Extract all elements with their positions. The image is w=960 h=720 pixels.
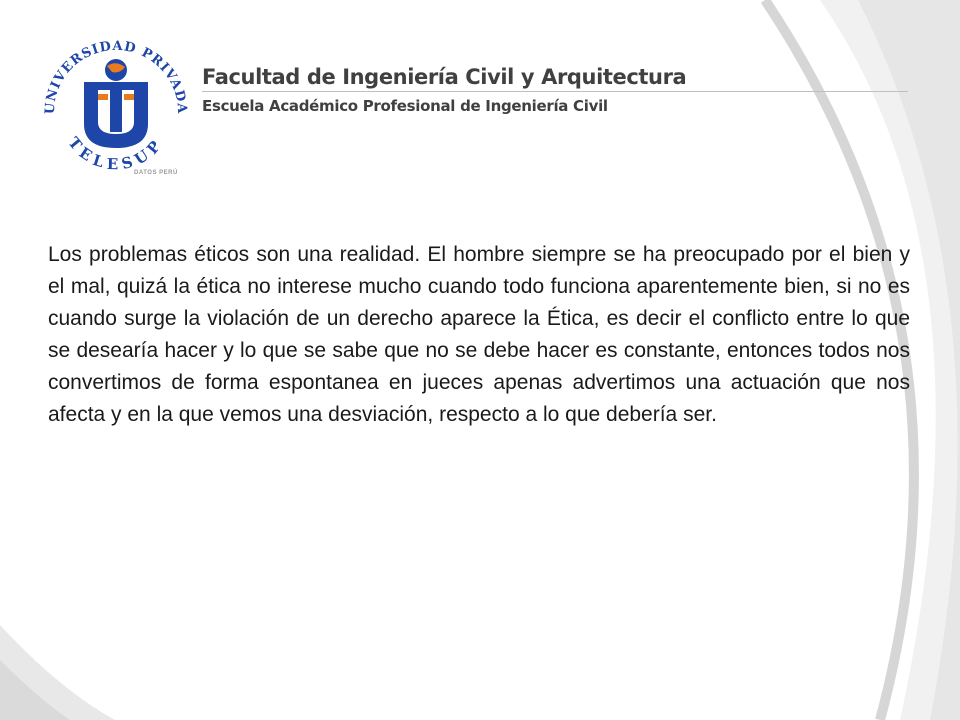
faculty-title: Facultad de Ingeniería Civil y Arquitectura	[202, 65, 687, 89]
body-paragraph: Los problemas éticos son una realidad. El hombre siempre se ha preocupado por el bien y el mal, quizá la ética no interese mucho cuando todo funciona aparentemente bien, si no es cuando surge la violación de un derecho aparece la Ética, es decir el conflicto entre lo que se desearía hacer y lo que se sabe que no se debe hacer es constante, entonces todos nos convertimos de forma espontanea en jueces apenas advertimos una actuación que nos afecta y en la que vemos una desviación, respecto a lo que debería ser.	[48, 243, 910, 426]
header-divider	[202, 91, 908, 92]
school-subtitle: Escuela Académico Profesional de Ingeniería Civil	[202, 97, 608, 115]
svg-text:UNIVERSIDAD PRIVADA: UNIVERSIDAD PRIVADA	[42, 38, 190, 115]
logo-caption: DATOS PERÚ	[134, 170, 178, 176]
university-logo	[36, 36, 196, 184]
svg-text:TELESUP: TELESUP	[64, 133, 168, 174]
university-seal-icon	[36, 36, 196, 184]
slide-header	[202, 64, 912, 116]
